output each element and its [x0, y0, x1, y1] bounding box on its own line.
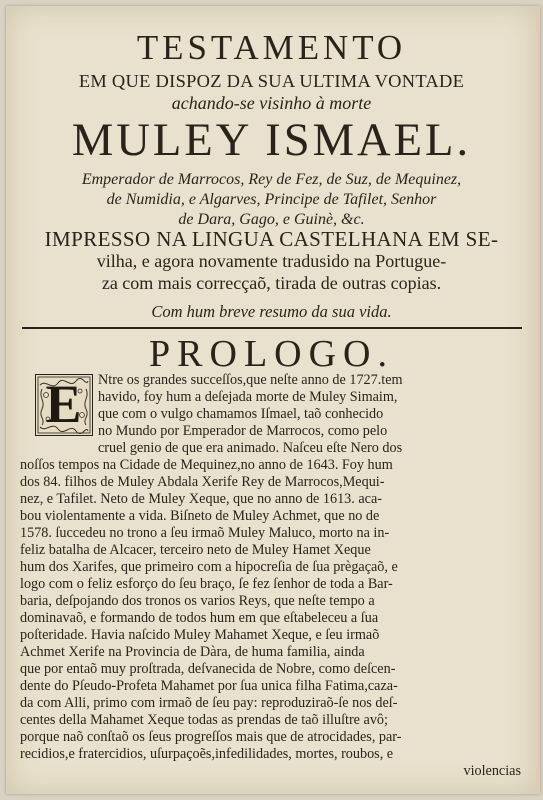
- text-line: nez, e Tafilet. Neto de Muley Xeque, que no anno de 1613. aca-: [20, 491, 382, 507]
- ruler-titles-line: de Dara, Gago, e Guinè, &c.: [178, 211, 365, 228]
- document-title: TESTAMENTO: [136, 28, 407, 67]
- text-line: porque naõ conſtaõ os ſeus progreſſos mais que de atrocidades, par-: [20, 729, 402, 745]
- text-line: que por entaõ muy proſtrada, deſvanecida de Nobre, como deſcen-: [20, 661, 396, 677]
- dropcap-letter: E: [45, 374, 82, 434]
- ruler-titles-line: Emperador de Marrocos, Rey de Fez, de Suz, de Mequinez,: [81, 171, 462, 188]
- print-note-line: IMPRESSO NA LINGUA CASTELHANA EM SE-: [44, 227, 499, 251]
- text-line: bou violentamente a vida. Biſneto de Muley Achmet, que no de: [20, 508, 380, 524]
- text-line: logo com o feliz esforço do ſeu braço, ſe fez ſenhor de toda a Bar-: [20, 576, 393, 592]
- catchword: violencias: [463, 763, 521, 779]
- text-line: Achmet Xerife na Provincia de Dàra, de huma familia, ainda: [20, 644, 365, 660]
- text-line: centes della Mahamet Xeque todas as prendas de taõ illuſtre avô;: [20, 712, 388, 728]
- text-line: no Mundo por Emperador de Marrocos, como pelo: [98, 423, 388, 439]
- text-line: Ntre os grandes succeſſos,que neſte anno de 1727.tem: [98, 372, 403, 388]
- book-page: [6, 6, 540, 794]
- text-line: baria, deſpojando dos tronos os varios Reys, que neſte tempo a: [20, 593, 375, 609]
- text-line: que com o vulgo chamamos Iſmael, taõ conhecido: [98, 406, 384, 422]
- document-subtitle: EM QUE DISPOZ DA SUA ULTIMA VONTADE: [78, 71, 465, 91]
- summary-note: Com hum breve resumo da sua vida.: [151, 302, 392, 321]
- divider-rule: [22, 327, 522, 329]
- text-line: dominavaõ, e formando de todos hum em que eſtabeleceu a ſua: [20, 610, 379, 626]
- text-line: feliz batalha de Alcacer, terceiro neto de Muley Hamet Xeque: [20, 542, 371, 558]
- text-line: cruel genio de que era animado. Naſceu eſte Nero dos: [98, 440, 403, 456]
- text-line: 1578. ſuccedeu no trono a ſeu irmaõ Muley Maluco, morto na in-: [20, 525, 390, 541]
- ruler-titles: [6, 170, 537, 230]
- text-line: noſſos tempos na Cidade de Mequinez,no anno de 1643. Foy hum: [20, 457, 393, 473]
- ornamental-initial: [35, 374, 93, 436]
- prologue-heading: PROLOGO.: [149, 333, 394, 375]
- print-note: [16, 228, 527, 294]
- print-note-line: za com mais correcçaõ, tirada de outras copias.: [101, 273, 442, 293]
- text-line: dente do Pſeudo-Profeta Mahamet por ſua unica filha Fatima,caza-: [20, 678, 398, 694]
- text-line: havido, foy hum a deſejada morte de Muley Simaim,: [98, 389, 398, 405]
- text-line: poſteridade. Havia naſcido Muley Mahamet Xeque, e ſeu irmaõ: [20, 627, 380, 643]
- ruler-titles-line: de Numidia, e Algarves, Principe de Tafilet, Senhor: [106, 191, 437, 208]
- text-line: dos 84. filhos de Muley Abdala Xerife Rey de Marrocos,Mequi-: [20, 474, 385, 490]
- ruler-name: MULEY ISMAEL.: [71, 115, 472, 166]
- print-note-line: vilha, e agora novamente tradusido na Portugue-: [96, 251, 447, 271]
- document-subtitle-italic: achando-se visinho à morte: [171, 93, 372, 113]
- text-line: hum dos Xarifes, que primeiro com a hipocreſia de ſua prègaçaõ, e: [20, 559, 398, 575]
- text-line: da com Alli, primo com irmaõ de ſeu pay: reproduziraõ-ſe nos deſ-: [20, 695, 398, 711]
- text-line: recidios,e fratercidios, uſurpaçoẽs,infedilidades, mortes, roubos, e: [20, 746, 394, 762]
